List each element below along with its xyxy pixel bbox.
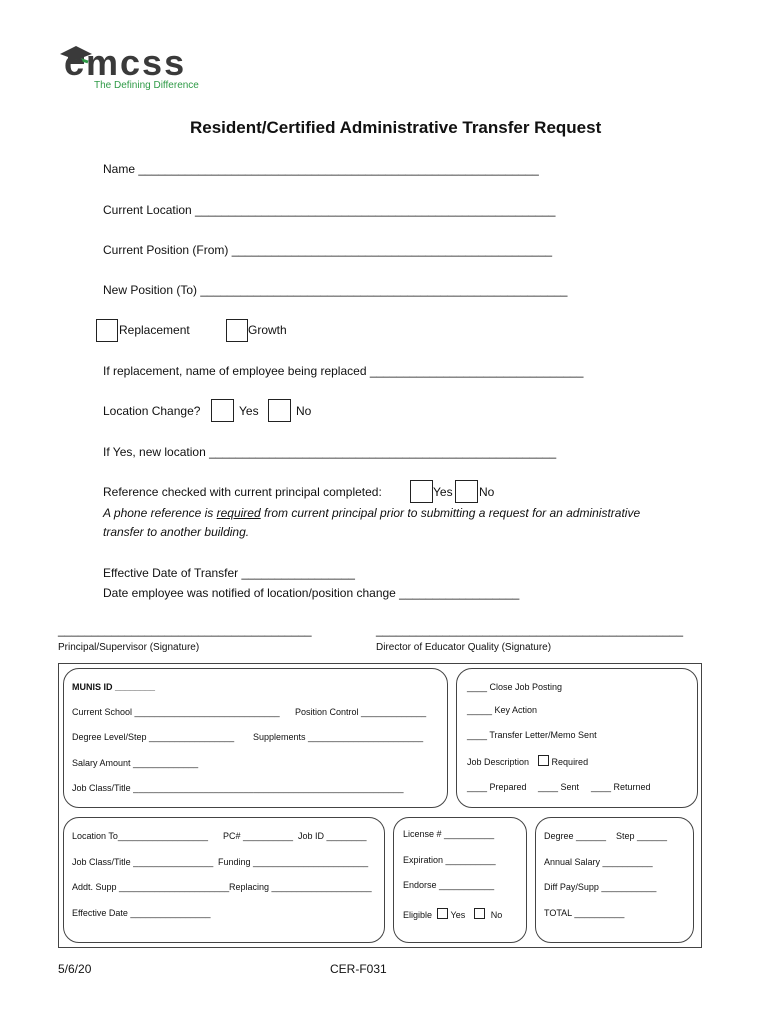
location-to-field[interactable]: Location To__________________ (72, 831, 208, 841)
form-code: CER-F031 (330, 962, 387, 976)
reference-no-checkbox[interactable] (455, 480, 478, 503)
replacement-label: Replacement (119, 323, 190, 337)
growth-checkbox[interactable] (226, 319, 248, 342)
principal-signature-label: Principal/Supervisor (Signature) (58, 642, 200, 653)
new-location-field[interactable]: If Yes, new location ____________________________________________________ (103, 445, 557, 459)
director-signature-line[interactable]: ______________________________________________ (376, 623, 683, 637)
logo-brand: cmcss (64, 42, 187, 83)
effective-date-field[interactable]: Effective Date of Transfer _________________ (103, 566, 355, 580)
eligible-no-checkbox[interactable] (474, 908, 485, 919)
degree-level-field[interactable]: Degree Level/Step _________________ (72, 732, 235, 742)
eligible-row (403, 908, 502, 920)
transfer-letter-item[interactable]: ____ Transfer Letter/Memo Sent (467, 730, 597, 740)
footer-date: 5/6/20 (58, 962, 92, 976)
annual-salary-field[interactable]: Annual Salary __________ (544, 857, 653, 867)
note-post: from current principal prior to submitting a request for an administrative (260, 506, 641, 520)
director-signature-label: Director of Educator Quality (Signature) (376, 642, 552, 653)
note-emph: required (216, 506, 261, 520)
location-change-yes-label: Yes (239, 404, 259, 418)
job-description-label: Job Description (467, 757, 530, 767)
logo (58, 44, 208, 96)
location-change-label: Location Change? (103, 404, 201, 418)
key-action-item[interactable]: _____ Key Action (467, 705, 538, 715)
sent-item[interactable]: ____ Sent (538, 782, 580, 792)
eligible-yes-label: Yes (450, 910, 466, 920)
prepared-item[interactable]: ____ Prepared (467, 782, 527, 792)
location-change-yes-checkbox[interactable] (211, 399, 234, 422)
effective-date-office-field[interactable]: Effective Date ________________ (72, 908, 211, 918)
funding-field[interactable]: Funding _______________________ (218, 857, 369, 867)
replacement-checkbox[interactable] (96, 319, 118, 342)
position-control-field[interactable]: Position Control _____________ (295, 707, 427, 717)
location-change-no-label: No (296, 404, 312, 418)
returned-item[interactable]: ____ Returned (591, 782, 651, 792)
munis-field[interactable]: MUNIS ID ________ (72, 682, 156, 692)
eligible-no-label: No (490, 910, 503, 920)
reference-note (103, 506, 640, 520)
job-description-row (467, 755, 588, 767)
page-title: Resident/Certified Administrative Transfer Request (190, 118, 602, 137)
addt-supp-field[interactable]: Addt. Supp ______________________ (72, 882, 230, 892)
pc-field[interactable]: PC# __________ (223, 831, 294, 841)
replacing-field[interactable]: Replacing ____________________ (229, 882, 372, 892)
reference-no-label: No (479, 485, 495, 499)
current-school-field[interactable]: Current School _____________________________ (72, 707, 280, 717)
license-field[interactable]: License # __________ (403, 829, 495, 839)
diff-pay-field[interactable]: Diff Pay/Supp ___________ (544, 882, 657, 892)
required-label: Required (551, 757, 589, 767)
degree-field[interactable]: Degree ______ (544, 831, 607, 841)
expiration-field[interactable]: Expiration __________ (403, 855, 496, 865)
eligible-yes-checkbox[interactable] (437, 908, 448, 919)
step-field[interactable]: Step ______ (616, 831, 668, 841)
eligible-label: Eligible (403, 910, 433, 920)
notified-date-field[interactable]: Date employee was notified of location/position change __________________ (103, 586, 520, 600)
salary-amount-field[interactable]: Salary Amount _____________ (72, 758, 199, 768)
current-location-field[interactable]: Current Location ______________________________________________________ (103, 203, 556, 217)
required-checkbox[interactable] (538, 755, 549, 766)
name-field[interactable]: Name ____________________________________________________________ (103, 162, 539, 176)
job-class-field[interactable]: Job Class/Title ______________________________________________________ (72, 783, 404, 793)
logo-tagline: The Defining Difference (94, 80, 199, 91)
current-position-field[interactable]: Current Position (From) ________________________________________________ (103, 243, 553, 257)
note-pre: A phone reference is (103, 506, 217, 520)
new-position-field[interactable]: New Position (To) _______________________________________________________ (103, 283, 568, 297)
endorse-field[interactable]: Endorse ___________ (403, 880, 495, 890)
location-change-no-checkbox[interactable] (268, 399, 291, 422)
growth-label: Growth (248, 323, 287, 337)
job-id-field[interactable]: Job ID ________ (298, 831, 367, 841)
total-field[interactable]: TOTAL __________ (544, 908, 625, 918)
supplements-field[interactable]: Supplements _______________________ (253, 732, 424, 742)
reference-yes-checkbox[interactable] (410, 480, 433, 503)
principal-signature-line[interactable]: ______________________________________ (58, 623, 312, 637)
reference-label: Reference checked with current principal completed: (103, 485, 382, 499)
job-class-title-field[interactable]: Job Class/Title ________________ (72, 857, 214, 867)
reference-yes-label: Yes (433, 485, 453, 499)
reference-note-line2: transfer to another building. (103, 525, 250, 539)
replaced-employee-field[interactable]: If replacement, name of employee being replaced ________________________________ (103, 364, 584, 378)
close-posting-item[interactable]: ____ Close Job Posting (467, 682, 563, 692)
